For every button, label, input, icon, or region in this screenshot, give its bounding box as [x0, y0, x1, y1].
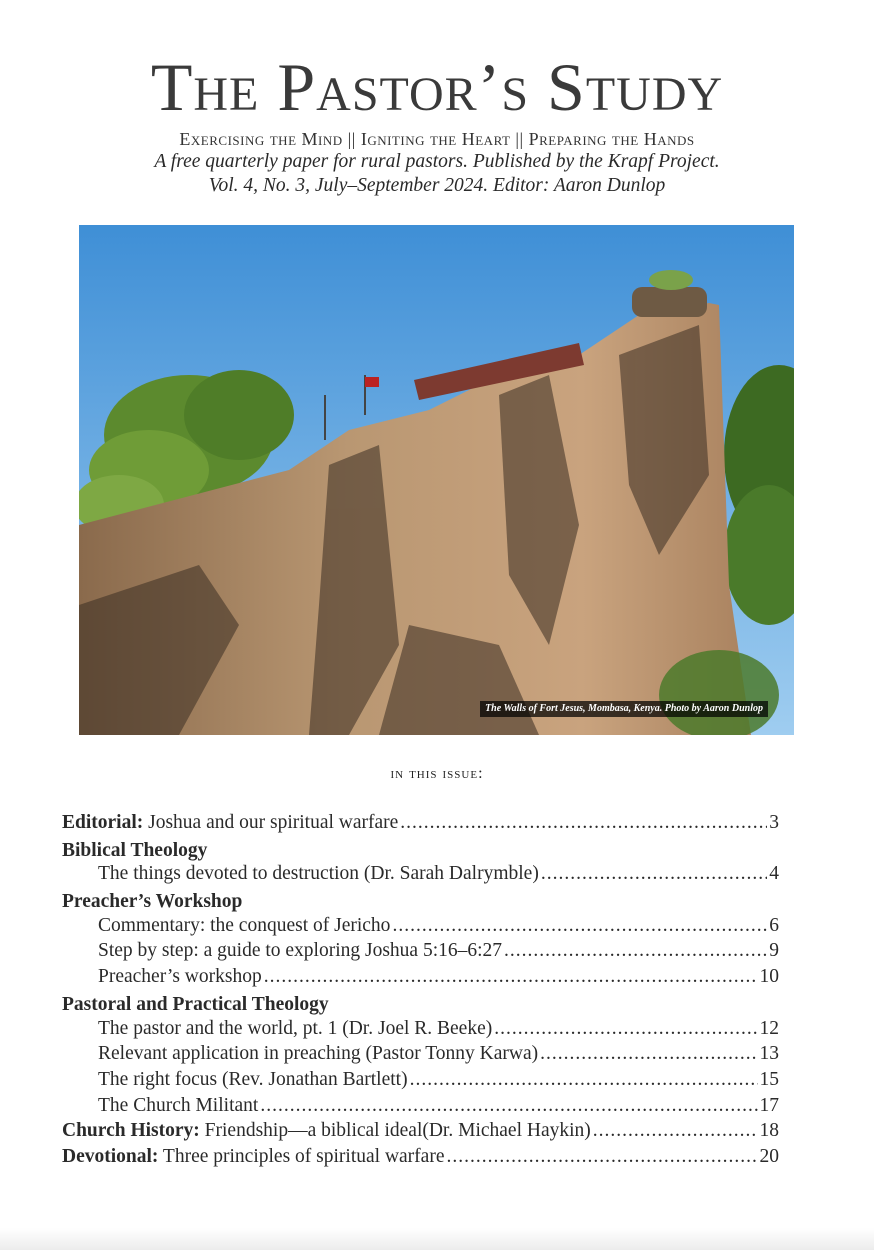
cover-photo [79, 225, 794, 735]
toc-page-number: 18 [759, 1120, 779, 1142]
toc-entry-title: Three principles of spiritual warfare [158, 1145, 445, 1167]
toc-page-number: 9 [769, 940, 779, 962]
toc-page-number: 17 [759, 1094, 779, 1116]
toc-entry-church-history[interactable] [62, 1120, 779, 1146]
toc-page-number: 15 [759, 1068, 779, 1090]
toc-page-number: 10 [759, 966, 779, 988]
toc-entry[interactable] [62, 940, 779, 966]
toc-page-number: 13 [759, 1043, 779, 1065]
fort-jesus-illustration [79, 225, 794, 735]
toc-section-pastoral-theology: Pastoral and Practical Theology [62, 993, 329, 1015]
toc-page-number: 20 [759, 1145, 779, 1167]
tower-plant [649, 270, 693, 290]
kenyan-flag [365, 377, 379, 387]
toc-entry[interactable] [62, 1069, 779, 1095]
toc-page-number: 6 [769, 914, 779, 936]
toc-entry-title: The right focus (Rev. Jonathan Bartlett) [98, 1068, 408, 1090]
toc-entry[interactable] [62, 1095, 779, 1121]
toc-entry-editorial[interactable] [62, 812, 779, 838]
photo-caption: The Walls of Fort Jesus, Mombasa, Kenya. Photo by Aaron Dunlop [480, 701, 768, 717]
tagline: Exercising the Mind || Igniting the Heart || Preparing the Hands [179, 129, 695, 149]
toc-entry[interactable] [62, 1043, 779, 1069]
toc-page-number: 12 [759, 1017, 779, 1039]
page-bottom-shadow [0, 1228, 874, 1250]
toc-page-number: 3 [769, 812, 779, 833]
right-tree [724, 365, 794, 625]
toc-entry-devotional[interactable] [62, 1146, 779, 1172]
toc-section-biblical-theology: Biblical Theology [62, 839, 208, 861]
toc-entry-title: Commentary: the conquest of Jericho [98, 914, 391, 936]
toc-entry-title: Friendship—a biblical ideal(Dr. Michael Haykin) [199, 1120, 591, 1142]
issue-info: Vol. 4, No. 3, July–September 2024. Editor: Aaron Dunlop [208, 175, 666, 196]
tower-top [632, 287, 707, 317]
in-this-issue-heading: in this issue: [390, 765, 484, 782]
toc-section-label: Editorial: [62, 812, 144, 833]
toc-entry[interactable] [62, 966, 779, 992]
toc-page-number: 4 [769, 863, 779, 885]
toc-entry[interactable] [62, 915, 779, 941]
toc-section-preachers-workshop: Preacher’s Workshop [62, 891, 243, 913]
toc-entry-title: Relevant application in preaching (Pastor Tonny Karwa) [98, 1043, 539, 1065]
toc-section-label: Devotional: [62, 1145, 159, 1167]
toc-entry-title: Step by step: a guide to exploring Joshua 5:16–6:27 [98, 940, 503, 962]
toc-entry-title: The things devoted to destruction (Dr. Sarah Dalrymble) [98, 863, 539, 885]
toc-entry[interactable] [62, 863, 779, 889]
publication-description: A free quarterly paper for rural pastors. Published by the Krapf Project. [154, 151, 720, 172]
publication-title: The Pastor’s Study [150, 49, 724, 125]
masthead [0, 48, 874, 198]
toc-entry-title: The Church Militant [98, 1094, 259, 1116]
table-of-contents [62, 812, 779, 1172]
toc-entry-title: Preacher’s workshop [98, 966, 262, 988]
toc-entry[interactable] [62, 1018, 779, 1044]
toc-section-label: Church History: [62, 1120, 200, 1142]
toc-entry-title: Joshua and our spiritual warfare [143, 812, 399, 833]
toc-entry-title: The pastor and the world, pt. 1 (Dr. Joel R. Beeke) [98, 1017, 493, 1039]
